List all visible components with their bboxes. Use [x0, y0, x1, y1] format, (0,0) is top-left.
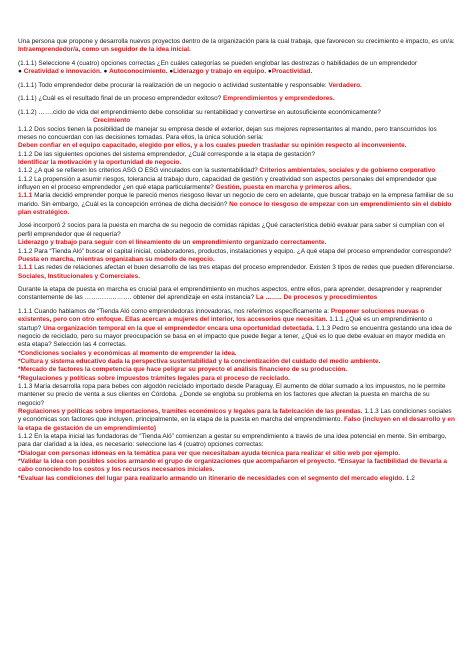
paragraph	[18, 142, 456, 150]
paragraph	[18, 60, 456, 68]
answer-text: Liderazgo y trabajo en equipo.	[173, 68, 267, 76]
question-text: 1.1.3 Pedro se encuentra gestando una idea de negocio de reciclado, pero su mayor preocupación se basa en el impacto que puede llegar a tener, ¿Qué es lo que debe evaluar en mayor medida en esta etapa? Selección las 4 correctas.	[18, 324, 453, 349]
question-text: Una persona que propone y desarrolla nuevos proyectos dentro de la organización para la cual trabaja, que favorecen su crecimiento e impacto, es un/a:	[18, 38, 455, 45]
question-text: 1.1.2 De las siguientes opciones del sistema emprendedor, ¿Cuál corresponde a la etapa de gestación?	[18, 150, 316, 158]
question-text: 1.2	[404, 474, 415, 482]
question-text: (1.1.1) Seleccione 4 (cuatro) opciones correctas ¿En cuáles categorías se pueden englobar las destrezas o habilidades de un emprendedor	[18, 59, 418, 67]
question-text: 1.1.3 Las condiciones sociales y económicas son factores que incluyen, principalmente, en la etapa de la puesta en marcha del emprendimiento.	[18, 408, 452, 424]
answer-text: Crecimiento	[93, 117, 131, 125]
answer-text: Proponer soluciones nuevas o existentes, pero con otro enfoque. Ellas acercan a mujeres del interior, los accesorios que necesitan.	[18, 307, 425, 324]
answer-text: Identificar la motivación y la oportunidad de negocio.	[18, 158, 182, 166]
paragraph	[18, 95, 456, 103]
question-text: 1.1.3 María desarrolla ropa para bebes con algodón reciclado importado desde Paraguay. El aumento de dólar sumado a los impuestos, no le permite mantener su precio de venta a sus clientes en Córdoba. ¿Donde se engloba su problema en los factores que afectan la puesta en marcha de su negocio?	[18, 383, 446, 407]
paragraph	[18, 192, 456, 217]
answer-text: *Evaluar las condiciones del lugar para realizarlo armando un itinerario de necesidades con el segmento del mercado elegido.	[18, 474, 405, 482]
paragraph	[18, 126, 456, 143]
paragraph	[18, 82, 456, 90]
paragraph	[18, 151, 456, 159]
answer-text: La …….. De procesos y procedimientos	[255, 294, 378, 302]
question-text: 1.1.1 ¿Qué es un emprendimiento o startup?	[18, 316, 433, 332]
answer-text: Emprendimientos y emprendedores.	[223, 95, 335, 103]
paragraph	[18, 350, 456, 358]
paragraph	[18, 475, 456, 483]
paragraph	[18, 222, 456, 239]
answer-text: Falso (incluyen en el desarrollo y en la etapa de gestación de un emprendimiento)	[18, 416, 455, 432]
question-text: Las redes de relaciones afectan el buen desarrollo de las tres etapas del proceso emprendedor. Existen 3 tipos de redes que pueden diferenciarse.	[32, 264, 455, 272]
paragraph	[18, 117, 456, 125]
paragraph	[18, 308, 456, 350]
paragraph	[18, 248, 456, 265]
question-text: 1.1.1 Cuando hablamos de “Tienda Aló como emprendedoras innovadoras, nos referimos específicamente a:	[18, 307, 331, 315]
question-text: ●	[167, 68, 174, 76]
answer-text: *Cultura y sistema educativo dada la perspectiva sustentabilidad y la concientización del cuidado del medio ambiente.	[18, 358, 381, 365]
question-text: (1.1.1) Todo emprendedor debe procurar la realización de un negocio o actividad sustentable y responsable:	[18, 81, 329, 89]
question-text: María decidió emprender porque le pareció menos riesgoso llevar un negocio de cero en adelante, que buscar trabajo en la empresa familiar de su marido. Sin embargo, ¿Cuál es la concepción errónea de dicha decisión?	[18, 192, 454, 208]
answer-text: Proactividad.	[271, 68, 313, 76]
paragraph	[18, 176, 456, 193]
answer-text: Creatividad e innovación.	[23, 68, 102, 76]
paragraph	[18, 159, 456, 167]
paragraph	[18, 239, 456, 247]
paragraph	[18, 109, 456, 117]
answer-text: No conoce lo riesgoso de empezar con un emprendimiento sin el debido plan estratégico.	[18, 200, 452, 216]
answer-text: *Dialogar con personas idóneas en la temática para ver que necesitaban ayuda técnica para realizar el sitio web por ejemplo.	[18, 449, 401, 457]
answer-text: Sociales, Institucionales y Comerciales.	[18, 272, 141, 280]
paragraph	[18, 458, 456, 475]
answer-text: Puesta en marcha, mientras organizaban su modelo de negocio.	[18, 255, 215, 263]
paragraph	[18, 408, 456, 433]
answer-text: *Condiciones sociales y económicas al momento de emprender la idea.	[18, 349, 237, 357]
answer-text: *Validar la idea con posibles socios armando el grupo de organizaciones que acompañaron el proyecto. *Ensayar la factibilidad de llevarla a cabo conociendo los costos y los recursos necesarios iniciales.	[18, 458, 447, 474]
answer-text: Autoconocimiento.	[109, 68, 168, 76]
paragraph	[18, 38, 456, 55]
answer-text: Regulaciones y políticas sobre importaciones, tramites económicos y legales para la fabricación de las prendas.	[18, 408, 363, 416]
answer-text: 1.1.1	[18, 192, 33, 200]
answer-text: *Regulaciones y políticas sobre impuestos trámites legales para el proceso de reciclado.	[18, 374, 290, 382]
paragraph	[18, 375, 456, 383]
paragraph	[18, 433, 456, 450]
paragraph	[18, 286, 456, 303]
question-text: (1.1.2) …….ciclo de vida del emprendimiento debe consolidar su rentabilidad y convertirse en autosuficiente económicamente?	[18, 108, 381, 116]
answer-text: Intraemprendedor/a, como un seguidor de la idea inicial.	[18, 46, 191, 54]
paragraph	[18, 366, 456, 374]
answer-text: Una organización temporal en la que el emprendedor encara una oportunidad detectada.	[43, 324, 315, 332]
question-text: (1.1.1) ¿Cuál es el resultado final de un proceso emprendedor exitoso?	[18, 95, 224, 103]
paragraph	[18, 450, 456, 458]
answer-text: Gestión, puesta en marcha y primeros años.	[215, 183, 352, 191]
paragraph	[18, 264, 456, 281]
question-text: 1.1.2 En la etapa inicial las fundadoras de “Tienda Aló” comienzan a gestar su emprendimiento a través de una idea potencial en mente. Sin embargo, para dar claridad a la idea, es necesario: seleccione las 4 (cuatro) opciones correctas:	[18, 433, 447, 449]
question-text: 1.1.2 ¿A qué se refieren los criterios ASG O ESG vinculados con la sustentabilidad?	[18, 167, 260, 175]
answer-text: 1.1.1	[18, 264, 33, 272]
answer-text: *Mercado de factores la competencia que hace peligrar su proyecto el análisis financiero de su producción.	[18, 366, 348, 374]
paragraph	[18, 383, 456, 408]
paragraph	[18, 167, 456, 175]
answer-text: Deben confiar en el equipo capacitado, elegido por ellos, y a los cuales pueden trasladar su opinión respecto al inconveniente.	[18, 142, 407, 150]
question-text: Durante la etapa de puesta en marcha es crucial para el emprendimiento en muchos aspectos, entre ellos, para aprender, desaprender y reaprender constantemente de las …………………. obtener del aprendizaje en esta instancia?	[18, 286, 443, 302]
question-text: ●	[18, 68, 24, 76]
paragraph	[18, 68, 456, 76]
answer-text: Verdadero.	[328, 81, 362, 89]
question-text: ●	[266, 68, 272, 76]
paragraph	[18, 358, 456, 366]
question-text: 1.1.2 Para “Tienda Aló” buscar el capital inicial, colaboradores, productos, instalaciones y equipo. ¿A qué etapa del proceso emprendedor corresponde?	[18, 247, 452, 255]
question-text: ●	[101, 68, 110, 76]
question-text: 1.1.2 Dos socios tienen la posibilidad de manejar su empresa desde el exterior, dejan sus mejores representantes al mando, pero transcurridos los meses no concuerdan con las decisiones tomadas. Para ellos, la única solución sería:	[18, 125, 437, 141]
answer-text: Criterios ambientales, sociales y de gobierno corporativo	[259, 167, 436, 175]
question-text: José incorporó 2 socios para la puesta en marcha de su negocio de comidas rápidas ¿Qué característica debió evaluar para saber si cumplían con el perfil emprendedor que él requería?	[18, 222, 445, 238]
answer-text: Liderazgo y trabajo para seguir con el lineamiento de un emprendimiento organizado correctamente.	[18, 239, 327, 247]
question-text: 1.1.2 La propensión a asumir riesgos, tolerancia al trabajo duro, capacidad de gestión y creatividad son aspectos personales del emprendedor que influyen en el proceso emprendedor ¿en qué etapa particularmente?	[18, 175, 437, 191]
